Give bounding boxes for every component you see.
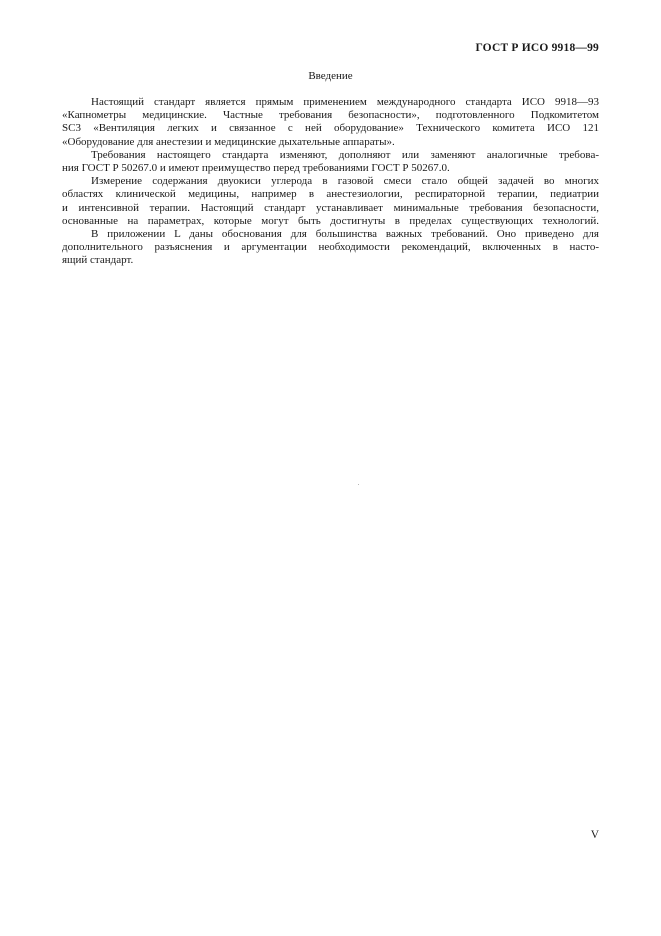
paragraph-2: [62, 149, 599, 175]
paragraph-1: [62, 96, 599, 149]
paragraph-3: [62, 175, 599, 228]
section-title: Введение: [308, 70, 353, 82]
document-header-code: ГОСТ Р ИСО 9918—99: [475, 42, 599, 54]
page-number: V: [590, 829, 599, 841]
paragraph-line: дополнительного разъяснения и аргументации необходимости рекомендаций, включенных в насто-: [62, 241, 599, 254]
paragraph-line: и интенсивной терапии. Настоящий стандарт устанавливает минимальные требования безопасности,: [62, 201, 599, 214]
paragraph-line: Измерение содержания двуокиси углерода в газовой смеси стало общей задачей во многих: [91, 175, 599, 188]
paragraph-line: Настоящий стандарт является прямым применением международного стандарта ИСО 9918—93: [91, 96, 599, 108]
paragraph-4: [62, 228, 599, 268]
paragraph-line: SC3 «Вентиляция легких и связанное с ней оборудование» Технического комитета ИСО 121: [62, 122, 599, 135]
paragraph-line: В приложении L даны обоснования для большинства важных требований. Оно приведено для: [91, 228, 599, 241]
paragraph-line: ящий стандарт.: [62, 254, 134, 267]
paragraph-line: Требования настоящего стандарта изменяют, дополняют или заменяют аналогичные требова-: [91, 148, 599, 161]
body-text: [62, 96, 599, 268]
paragraph-line: основанные на параметрах, которые могут быть достигнуты в пределах существующих технологий.: [62, 214, 599, 227]
paragraph-line: ния ГОСТ Р 50267.0 и имеют преимущество перед требованиями ГОСТ Р 50267.0.: [62, 162, 450, 175]
paragraph-line: «Оборудование для анестезии и медицинские дыхательные аппараты».: [62, 135, 395, 148]
paragraph-line: «Капнометры медицинские. Частные требования безопасности», подготовленного Подкомитетом: [62, 109, 599, 122]
scan-speck: [358, 484, 359, 485]
paragraph-line: областях клинической медицины, например в анестезиологии, респираторной терапии, педиатрии: [62, 188, 599, 201]
